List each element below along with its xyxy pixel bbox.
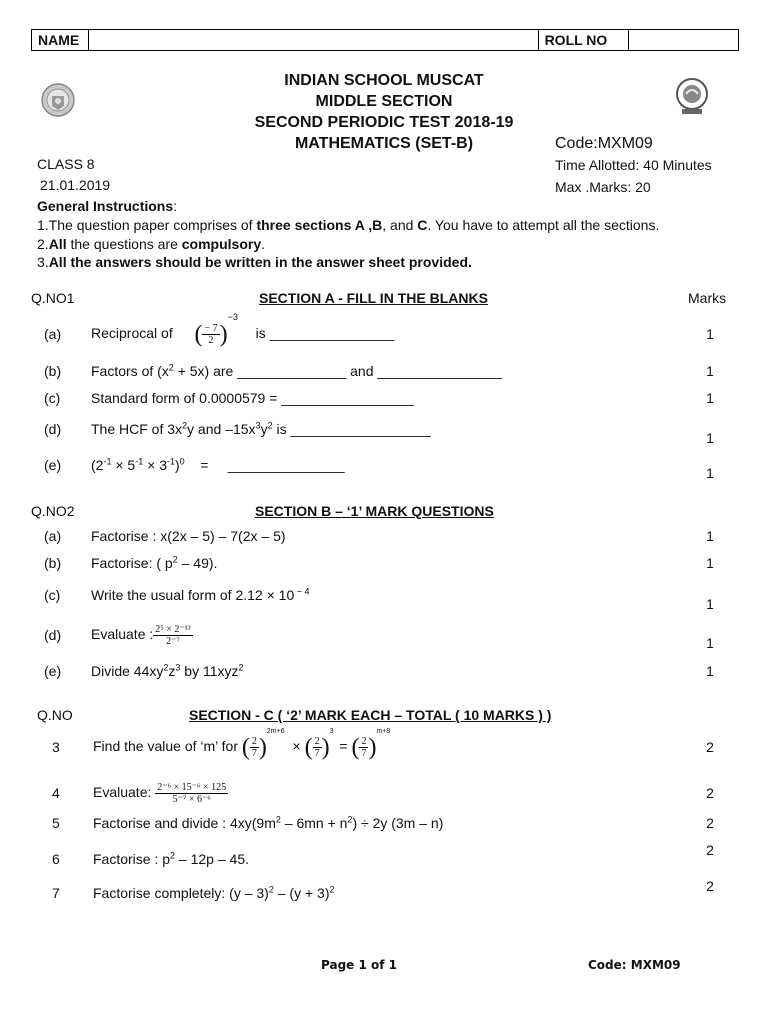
fraction: $\frac{- 7}{2}$ <box>204 322 218 346</box>
question-label: (d) <box>44 421 62 437</box>
test-name: SECOND PERIODIC TEST 2018-19 <box>254 114 514 131</box>
subject-name: MATHEMATICS (SET-B) <box>294 135 474 152</box>
question-label: (a) <box>44 326 62 342</box>
class-label: CLASS 8 <box>37 156 95 172</box>
question-c-3: Find the value of ‘m’ for ( $\frac{2}{7}$ )$^{2m+6}$ × ( $\frac{2}{7}$ )$^3$ = ( $\frac{2}{7}$ )$^{m+8}$ <box>93 728 391 761</box>
section-b-title: SECTION B – ‘1’ MARK QUESTIONS <box>255 503 494 519</box>
question-mark: 1 <box>706 635 714 651</box>
question-mark: 1 <box>706 596 714 612</box>
section-c-title: SECTION - C ( ‘2’ MARK EACH – TOTAL ( 10 MARKS ) ) <box>189 707 552 723</box>
question-c-4: Evaluate: $\frac{\text{2⁻⁶ × 15⁻⁶ × 125}}{\text{5⁻⁷ × 6⁻⁶}}$ <box>93 781 227 805</box>
paper-code: Code:MXM09 <box>555 135 653 152</box>
question-a-b: Factors of $(x^2 + 5x)$ are ______________ and ________________ <box>91 362 502 379</box>
roll-label: ROLL NO <box>539 30 630 50</box>
exam-date: 21.01.2019 <box>40 177 111 193</box>
question-label: (c) <box>44 390 61 406</box>
question-b-e: Divide $44xy^2z^3$ by 11xyz$^2$ <box>91 662 244 679</box>
instructions-heading: General Instructions: <box>37 198 178 214</box>
question-a-c: Standard form of 0.0000579 = _________________ <box>91 390 414 406</box>
time-allotted: Time Allotted: 40 Minutes <box>555 157 712 173</box>
instruction-1: 1.The question paper comprises of three sections A ,B, and C. You have to attempt all the sections. <box>37 217 660 233</box>
question-mark: 2 <box>706 815 714 831</box>
question-c-7: Factorise completely: $(y - 3)^2 - (y + 3)^2$ <box>93 884 335 901</box>
question-label: 6 <box>52 851 60 867</box>
question-label: 3 <box>52 739 60 755</box>
fraction: $\frac{\text{2⁻⁶ × 15⁻⁶ × 125}}{\text{5⁻⁷ × 6⁻⁶}}$ <box>157 781 227 805</box>
question-label: (c) <box>44 587 61 603</box>
section-c-qno: Q.NO <box>37 707 73 723</box>
question-mark: 2 <box>706 785 714 801</box>
question-b-a: Factorise : x(2x – 5) – 7(2x – 5) <box>91 528 286 544</box>
question-mark: 1 <box>706 430 714 446</box>
question-mark: 1 <box>706 555 714 571</box>
fraction: $\frac{\text{2⁵ × 2⁻¹³}}{\text{2⁻⁷}}$ <box>155 623 191 647</box>
question-c-6: Factorise : $p^2 - 12p - 45$. <box>93 850 249 867</box>
question-label: (e) <box>44 663 62 679</box>
question-mark: 1 <box>706 390 714 406</box>
question-mark: 2 <box>706 878 714 894</box>
question-mark: 1 <box>706 326 714 342</box>
question-a-a: Reciprocal of ( $\frac{- 7}{2}$ )$^{-3}$ is ________________ <box>91 312 395 348</box>
instruction-2: 2.All the questions are compulsory. <box>37 236 266 252</box>
fraction: $\frac{2}{7}$ <box>251 735 257 759</box>
name-roll-table <box>31 29 739 51</box>
school-name: INDIAN SCHOOL MUSCAT <box>284 72 484 89</box>
section-a-title: SECTION A - FILL IN THE BLANKS <box>259 290 488 306</box>
question-mark: 1 <box>706 528 714 544</box>
page-number: Page 1 of 1 <box>321 958 397 972</box>
question-label: 5 <box>52 815 60 831</box>
question-mark: 2 <box>706 739 714 755</box>
question-b-d: Evaluate : $\frac{\text{2⁵ × 2⁻¹³}}{\text{2⁻⁷}}$ <box>91 623 191 647</box>
footer-code: Code: MXM09 <box>588 958 681 972</box>
section-b-qno: Q.NO2 <box>31 503 75 519</box>
fraction: $\frac{2}{7}$ <box>361 735 367 759</box>
question-a-e: $(2^{-1} \times 5^{-1} \times 3^{-1})^0$ = _______________ <box>91 456 345 473</box>
fraction: $\frac{2}{7}$ <box>314 735 320 759</box>
name-field <box>89 30 539 50</box>
question-mark: 1 <box>706 465 714 481</box>
max-marks: Max .Marks: 20 <box>555 179 651 195</box>
section-a-qno: Q.NO1 <box>31 290 75 306</box>
question-label: 7 <box>52 885 60 901</box>
question-label: 4 <box>52 785 60 801</box>
question-mark: 2 <box>706 842 714 858</box>
marks-header: Marks <box>688 290 727 306</box>
question-label: (b) <box>44 555 62 571</box>
question-b-b: Factorise: ( $p^2 - 49$). <box>91 554 218 571</box>
question-a-d: The HCF of $3x^2y$ and $-15x^3y^2$ is __________________ <box>91 420 431 437</box>
question-label: (b) <box>44 363 62 379</box>
question-label: (a) <box>44 528 62 544</box>
question-mark: 1 <box>706 363 714 379</box>
question-label: (e) <box>44 457 62 473</box>
instruction-3: 3.All the answers should be written in the answer sheet provided. <box>37 254 472 270</box>
question-b-c: Write the usual form of 2.12 × 10 $^{- 4}$ <box>91 586 310 603</box>
section-name: MIDDLE SECTION <box>315 93 453 110</box>
question-label: (d) <box>44 627 62 643</box>
name-label: NAME <box>32 30 89 50</box>
roll-field <box>629 30 738 50</box>
question-c-5: Factorise and divide : $4xy(9m^2 - 6mn + n^2) \div 2y$ (3m – n) <box>93 814 444 831</box>
question-mark: 1 <box>706 663 714 679</box>
